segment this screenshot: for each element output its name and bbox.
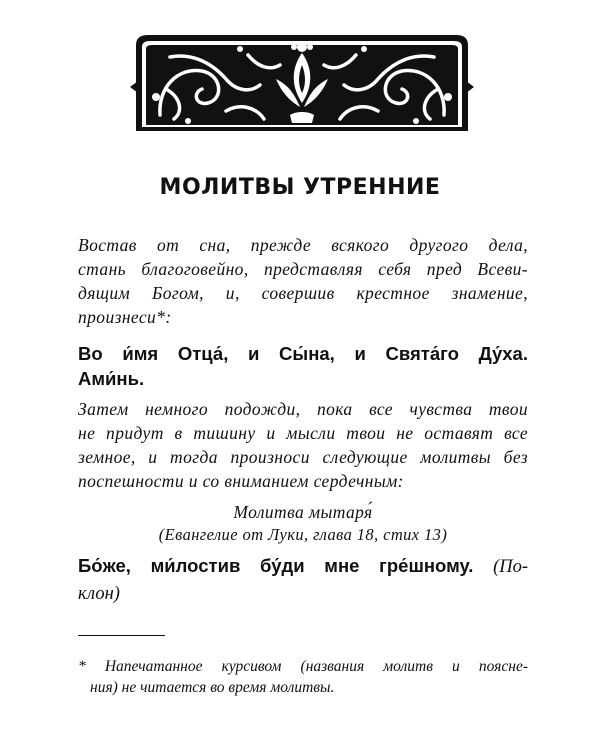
publican-prayer: [78, 553, 528, 607]
publican-prayer-line: [78, 580, 528, 607]
footnote-divider: [78, 635, 165, 636]
footnote-line: * Напечатанное курсивом (названия молитв и поясне-: [78, 658, 528, 675]
invocation: [78, 341, 528, 391]
intro-line: произнеси*:: [78, 307, 172, 327]
intro-line: Востав от сна, прежде всякого другого дела,: [78, 235, 528, 255]
bow-note: (По-: [493, 557, 528, 577]
publican-prayer-text: Бо́же, ми́лостив бу́ди мне гре́шному.: [78, 555, 474, 576]
intro-note: [78, 233, 528, 329]
publican-prayer-source: (Евангелие от Луки, глава 18, стих 13): [158, 525, 448, 544]
publican-prayer-heading: Молитва мытаря́: [233, 502, 373, 522]
instruction-line: земное, и тогда произноси следующие молитвы без: [78, 447, 528, 467]
instruction-note: [78, 397, 528, 493]
intro-line: дящим Богом, и, совершив крестное знамение,: [78, 283, 528, 303]
floral-headpiece-icon: [130, 27, 474, 135]
bow-note-continued: клон): [78, 584, 120, 604]
page-title: МОЛИТВЫ УТРЕННИЕ: [159, 175, 441, 200]
instruction-line: Затем немного подожди, пока все чувства твои: [78, 399, 528, 419]
footnote: [78, 656, 528, 698]
invocation-line: Ами́нь.: [78, 368, 145, 389]
publican-prayer-line: [78, 553, 528, 580]
footnote-line: ния) не читается во время молитвы.: [90, 679, 335, 696]
instruction-line: поспешности и со вниманием сердечным:: [78, 471, 404, 491]
invocation-line: Во и́мя Отца́, и Сы́на, и Свята́го Ду́ха.: [78, 343, 528, 364]
instruction-line: не придут в тишину и мысли твои не оставят все: [78, 423, 528, 443]
intro-line: стань благоговейно, представляя себя пред Всеви-: [78, 259, 528, 279]
